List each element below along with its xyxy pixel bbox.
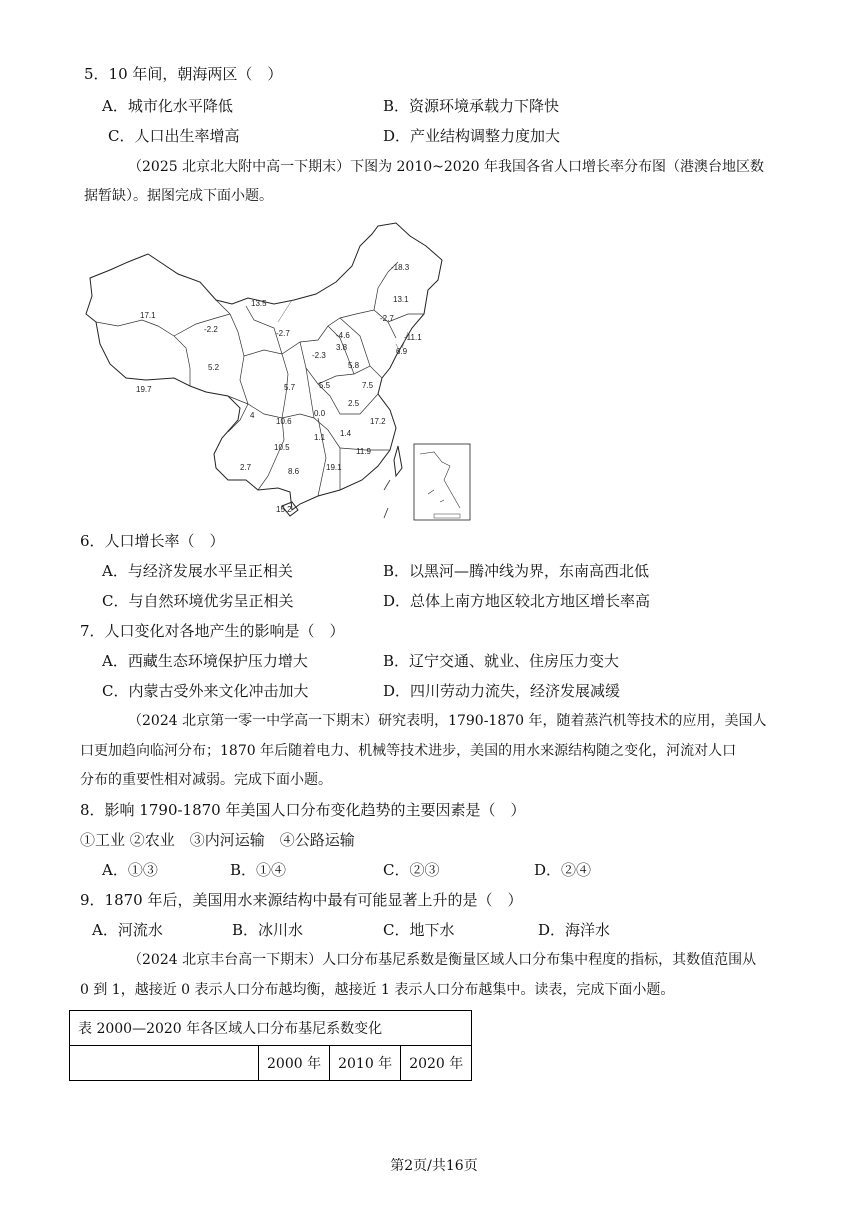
intro2-line3: 分布的重要性相对减弱。完成下面小题。 — [80, 772, 332, 788]
table-header-year: 2000 年 — [259, 1046, 330, 1081]
map-value: 10.5 — [274, 443, 290, 452]
intro1-line1: （2025 北京北大附中高一下期末）下图为 2010~2020 年我国各省人口增长率分布图（港澳台地区数 — [128, 159, 764, 175]
q7-stem: 7．人口变化对各地产生的影响是（ ） — [80, 622, 345, 640]
q9-option-d: D．海洋水 — [538, 921, 611, 939]
map-value: 7.5 — [362, 381, 374, 390]
map-value: -2.7 — [276, 329, 290, 338]
map-value: 5.5 — [319, 381, 331, 390]
q5-option-b: B．资源环境承载力下降快 — [383, 97, 560, 115]
intro1-line2: 据暂缺）。据图完成下面小题。 — [84, 188, 273, 204]
map-value: -2.7 — [380, 314, 394, 323]
table-header-region — [70, 1046, 259, 1081]
q6-option-d: D．总体上南方地区较北方地区增长率高 — [383, 592, 651, 610]
q9-option-a: A．河流水 — [92, 921, 163, 939]
table-caption: 表 2000—2020 年各区域人口分布基尼系数变化 — [70, 1011, 472, 1046]
q5-option-d: D．产业结构调整力度加大 — [383, 127, 561, 145]
q6-option-c: C．与自然环境优劣呈正相关 — [102, 592, 294, 610]
map-value: 15.2 — [276, 505, 292, 514]
map-value: 13.1 — [393, 295, 409, 304]
map-value: 3.8 — [336, 343, 348, 352]
map-value: 10.6 — [276, 417, 292, 426]
map-value: 4 — [250, 411, 255, 420]
q8-items: ①工业 ②农业 ③内河运输 ④公路运输 — [80, 831, 355, 849]
q8-option-b: B．①④ — [230, 861, 287, 879]
q7-option-b: B．辽宁交通、就业、住房压力变大 — [383, 652, 620, 670]
map-value: 6.9 — [396, 347, 408, 356]
map-value: 1.1 — [314, 433, 326, 442]
map-value: 17.2 — [370, 417, 386, 426]
q7-option-c: C．内蒙古受外来文化冲击加大 — [102, 682, 309, 700]
intro3-line2: 0 到 1，越接近 0 表示人口分布越均衡，越接近 1 表示人口分布越集中。读表，完成下面小题。 — [80, 982, 675, 998]
map-value: 2.7 — [240, 463, 252, 472]
table-caption-row — [70, 1011, 472, 1046]
map-value: 5.2 — [208, 363, 220, 372]
q5-option-a: A．城市化水平降低 — [102, 97, 233, 115]
table-header-row — [70, 1046, 472, 1081]
q8-option-a: A．①③ — [102, 861, 158, 879]
map-value: -4.6 — [336, 331, 350, 340]
map-value: -2.3 — [312, 351, 326, 360]
q9-option-b: B．冰川水 — [232, 921, 304, 939]
q6-option-b: B．以黑河—腾冲线为界，东南高西北低 — [383, 562, 650, 580]
map-value: 17.1 — [140, 311, 156, 320]
q6-stem: 6．人口增长率（ ） — [80, 532, 225, 550]
q9-stem: 9．1870 年后，美国用水来源结构中最有可能显著上升的是（ ） — [80, 891, 523, 909]
map-value: 5.7 — [284, 383, 296, 392]
intro3-line1: （2024 北京丰台高一下期末）人口分布基尼系数是衡量区域人口分布集中程度的指标，其数值范围从 — [128, 952, 757, 968]
population-growth-map — [78, 218, 478, 523]
table-header-year: 2020 年 — [401, 1046, 472, 1081]
q8-option-c: C．②③ — [383, 861, 440, 879]
map-value: -2.2 — [204, 325, 218, 334]
q7-option-d: D．四川劳动力流失，经济发展减缓 — [383, 682, 621, 700]
intro2-line1: （2024 北京第一零一中学高一下期末）研究表明，1790-1870 年，随着蒸汽机等技术的应用，美国人 — [128, 713, 767, 729]
map-value: 5.8 — [348, 361, 360, 370]
map-value: -11.1 — [404, 333, 422, 342]
q9-option-c: C．地下水 — [383, 921, 455, 939]
map-value: 11.9 — [356, 447, 371, 456]
map-value: -18.3 — [391, 263, 410, 272]
map-value: 19.1 — [326, 463, 342, 472]
map-value: 1.4 — [340, 429, 352, 438]
map-value: 13.5 — [251, 299, 267, 308]
page-number: 第2页/共16页 — [390, 1158, 478, 1174]
map-value: 2.5 — [348, 399, 360, 408]
q6-option-a: A．与经济发展水平呈正相关 — [102, 562, 293, 580]
map-value: 19.7 — [136, 385, 152, 394]
q8-stem: 8．影响 1790-1870 年美国人口分布变化趋势的主要因素是（ ） — [80, 801, 526, 819]
q5-option-c: C．人口出生率增高 — [108, 127, 240, 145]
intro2-line2: 口更加趋向临河分布；1870 年后随着电力、机械等技术进步，美国的用水来源结构随之变化，河流对人口 — [80, 743, 737, 759]
map-value: 8.6 — [288, 467, 300, 476]
table-header-year: 2010 年 — [330, 1046, 401, 1081]
map-value: 0.0 — [314, 409, 326, 418]
q7-option-a: A．西藏生态环境保护压力增大 — [102, 652, 308, 670]
q8-option-d: D．②④ — [534, 861, 592, 879]
gini-table — [69, 1010, 472, 1081]
china-map-figure — [78, 218, 478, 523]
q5-stem: 5．10 年间，朝海两区（ ） — [84, 65, 283, 83]
